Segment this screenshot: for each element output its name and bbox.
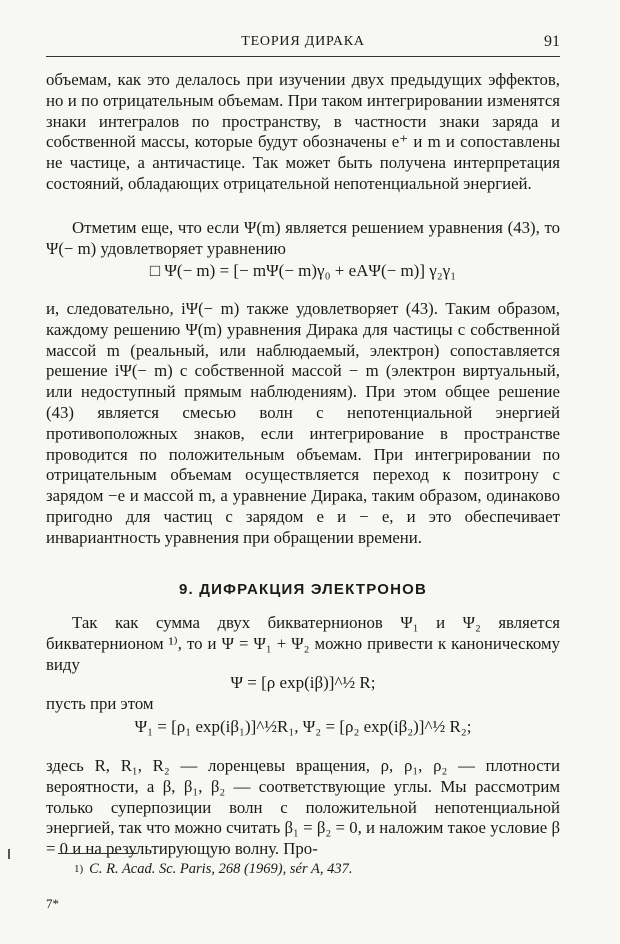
paragraph-1: объемам, как это делалось при изучении двух предыдущих эффектов, но и по отрицательным объемам. При таком интегрировании изменятся знаки интегралов по пространству, в частности знаки заряда и собственной массы, которые будут обозначены e⁺ и m и сопоставлены не частице, а античастице. Так может быть получена интерпретация состояний, обладающих отрицательной непотенциальной энергией. [46,70,560,193]
page-number: 91 [544,33,560,50]
running-title: ТЕОРИЯ ДИРАКА [241,34,365,49]
paragraph-4: Так как сумма двух бикватернионов Ψ₁ и Ψ₂ является бикватернионом ¹⁾, то и Ψ = Ψ₁ + Ψ₂ можно привести к каноническому виду [46,613,560,674]
paragraph-5: пусть при этом [46,694,154,713]
equation-1: □ Ψ(− m) = [− mΨ(− m)γ₀ + eAΨ(− m)] γ₂γ₁ [149,261,457,280]
footnote-rule [58,853,136,854]
signature-mark: 7* [46,896,59,911]
section-heading: 9. ДИФРАКЦИЯ ЭЛЕКТРОНОВ [178,581,428,598]
equation-2: Ψ = [ρ exp(iβ)]^½ R; [230,673,376,692]
paragraph-3: и, следовательно, iΨ(− m) также удовлетворяет (43). Таким образом, каждому решению Ψ(m) уравнения Дирака для частицы с собственной массой m (реальный, или наблюдаемый, электрон) сопоставляется решение iΨ(− m) с собственной массой − m (электрон виртуальный, или недоступный прямым наблюдениям). При этом общее решение (43) является смесью волн с непотенциальной энергией противоположных знаков, если интегрирование в пространстве проводится по положительным объемам. При интегрировании по отрицательным объемам осуществляется переход к позитрону с зарядом −e и массой m, а уравнение Дирака, таким образом, одинаково пригодно для частиц с зарядом e и − e, и это обеспечивает инвариантность уравнения при обращении времени. [46,299,560,547]
running-header [46,34,560,57]
footnote-text: C. R. Acad. Sc. Paris, 268 (1969), sér A, 437. [89,861,353,877]
margin-mark [8,849,10,859]
paragraph-2: Отметим еще, что если Ψ(m) является решением уравнения (43), то Ψ(− m) удовлетворяет уравнению [46,218,560,258]
footnote-marker: 1) [74,863,84,875]
footnote [74,860,560,878]
equation-3: Ψ₁ = [ρ₁ exp(iβ₁)]^½R₁, Ψ₂ = [ρ₂ exp(iβ₂)]^½ R₂; [134,717,472,736]
paragraph-6: здесь R, R₁, R₂ — лоренцевы вращения, ρ, ρ₁, ρ₂ — плотности вероятности, а β, β₁, β₂ — соответствующие углы. Мы рассмотрим только суперпозиции волн с положительной непотенциальной энергией, так что можно считать β₁ = β₂ = 0, и наложим такое условие β = 0 и на результирующую волну. Про- [46,756,560,859]
